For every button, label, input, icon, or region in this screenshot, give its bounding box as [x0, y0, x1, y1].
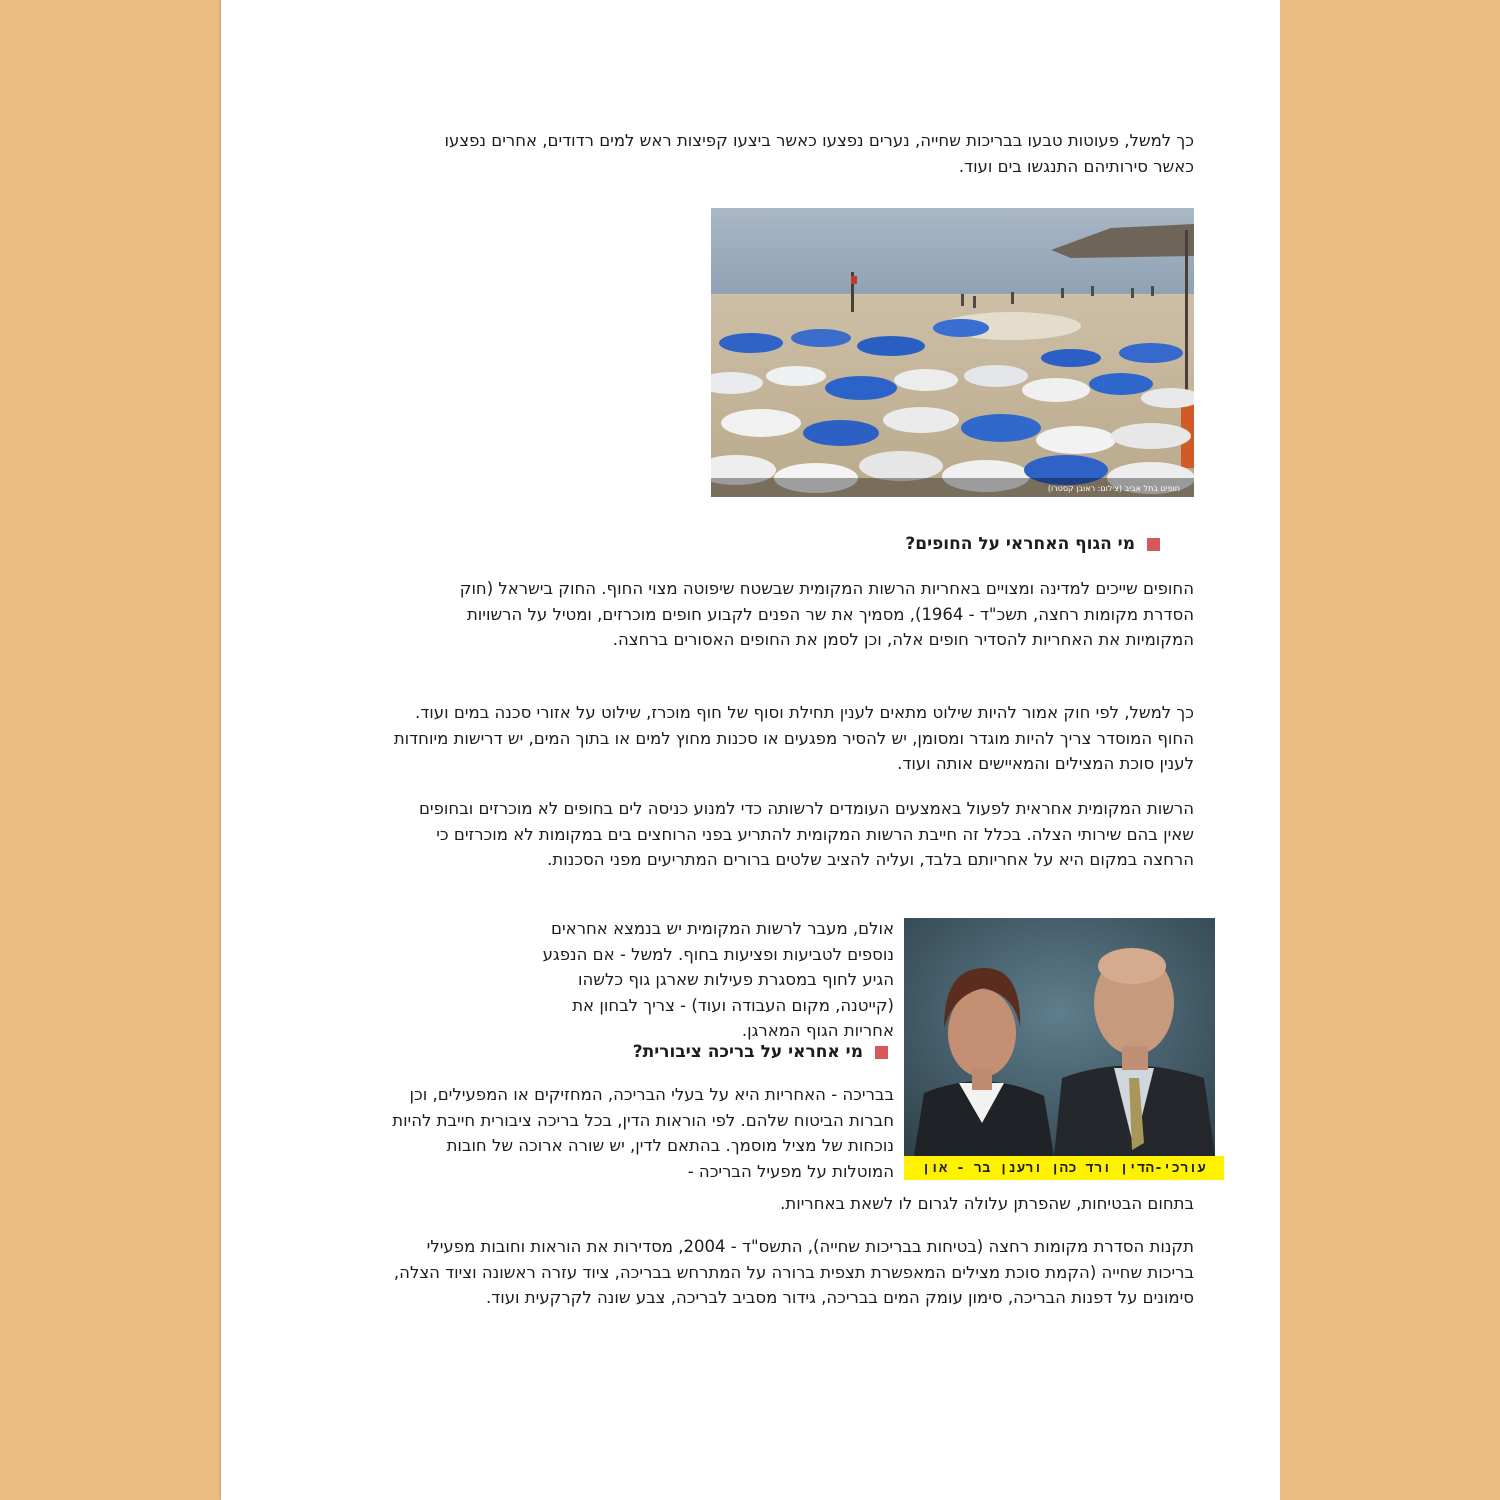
lawyers-photo: [904, 918, 1215, 1156]
beach-photo-caption: חופים בתל אביב (צילום: ראובן קסטרו): [1047, 484, 1180, 493]
intro-paragraph: כך למשל, פעוטות טבעו בבריכות שחייה, נערים נפצעו כאשר ביצעו קפיצות ראש למים רדודים, אחרים נפצעו כאשר סירותיהם התנגשו בים ועוד.: [444, 131, 1194, 176]
beach-photo: [711, 208, 1194, 497]
beaches-paragraph-4: אולם, מעבר לרשות המקומית יש בנמצא אחראים נוספים לטביעות ופציעות בחוף. למשל - אם הנפגע הגיע לחוף במסגרת פעילות שארגן גוף כלשהו (קייטנה, מקום העבודה ועוד) - צריך לבחון את אחריות הגוף המארגן.: [542, 919, 894, 1040]
section-heading-beaches: [905, 534, 1160, 554]
beaches-paragraph-1: החופים שייכים למדינה ומצויים באחריות הרשות המקומית שבשטח שיפוטה מצוי החוף. החוק בישראל (חוק הסדרת מקומות רחצה, תשכ"ד - 1964), מסמיך את שר הפנים לקבוע חופים מוכרזים, ומטיל על הרשויות המקומיות את האחריות להסדיר חופים אלה, וכן לסמן את החופים האסורים ברחצה.: [459, 579, 1194, 649]
lawyers-photo-caption: עורכי-הדין ורד כהן ורענן בר - און: [904, 1156, 1224, 1180]
pools-paragraph-1: בבריכה - האחריות היא על בעלי הבריכה, המחזיקים או המפעילים, וכן חברות הביטוח שלהם. לפי הוראות הדין, בכל בריכה ציבורית חייבת להיות נוכחות של מציל מוסמך. בהתאם לדין, יש שורה ארוכה של חובות המוטלות על מפעיל הבריכה -: [392, 1085, 894, 1181]
beaches-paragraph-3: הרשות המקומית אחראית לפעול באמצעים העומדים לרשותה כדי למנוע כניסה לים בחופים לא מוכרזים ובחופים שאין בהם שירותי הצלה. בכלל זה חייבת הרשות המקומית להתריע בפני הרוחצים בים במקומות לא מוכרזים כי הרחצה במקום היא על אחריותם בלבד, ועליה להציב שלטים ברורים המתריעים מפני הסכנות.: [418, 799, 1194, 869]
section-heading-pools-text: מי אחראי על בריכה ציבורית?: [632, 1042, 863, 1062]
pools-paragraph-2: תקנות הסדרת מקומות רחצה (בטיחות בבריכות שחייה), התשס"ד - 2004, מסדירות את הוראות וחובות מפעילי בריכות שחייה (הקמת סוכת מצילים המאפשרת תצפית ברורה על המתרחש בבריכה, ציוד עזרה ראשונה וציוד הצלה, סימונים על דפנות הבריכה, סימון עומק המים בבריכה, גידור מסביב לבריכה, צבע שונה לקרקעית ועוד.: [393, 1237, 1194, 1307]
beaches-paragraph-2: כך למשל, לפי חוק אמור להיות שילוט מתאים לענין תחילת וסוף של חוף מוכרז, שילוט על אזורי סכנה במים ועוד. החוף המוסדר צריך להיות מוגדר ומסומן, יש להסיר מפגעים או סכנות מחוץ למים או בתוך המים, יש דרישות מיוחדות לענין סוכת המצילים והמאיישים אותה ועוד.: [393, 703, 1194, 773]
pools-paragraph-1-end: בתחום הבטיחות, שהפרתן עלולה לגרום לו לשאת באחריות.: [780, 1194, 1194, 1213]
heading-bullet: [1147, 538, 1160, 551]
heading-bullet: [875, 1046, 888, 1059]
section-heading-pools: [633, 1042, 888, 1062]
section-heading-beaches-text: מי הגוף האחראי על החופים?: [905, 534, 1135, 554]
